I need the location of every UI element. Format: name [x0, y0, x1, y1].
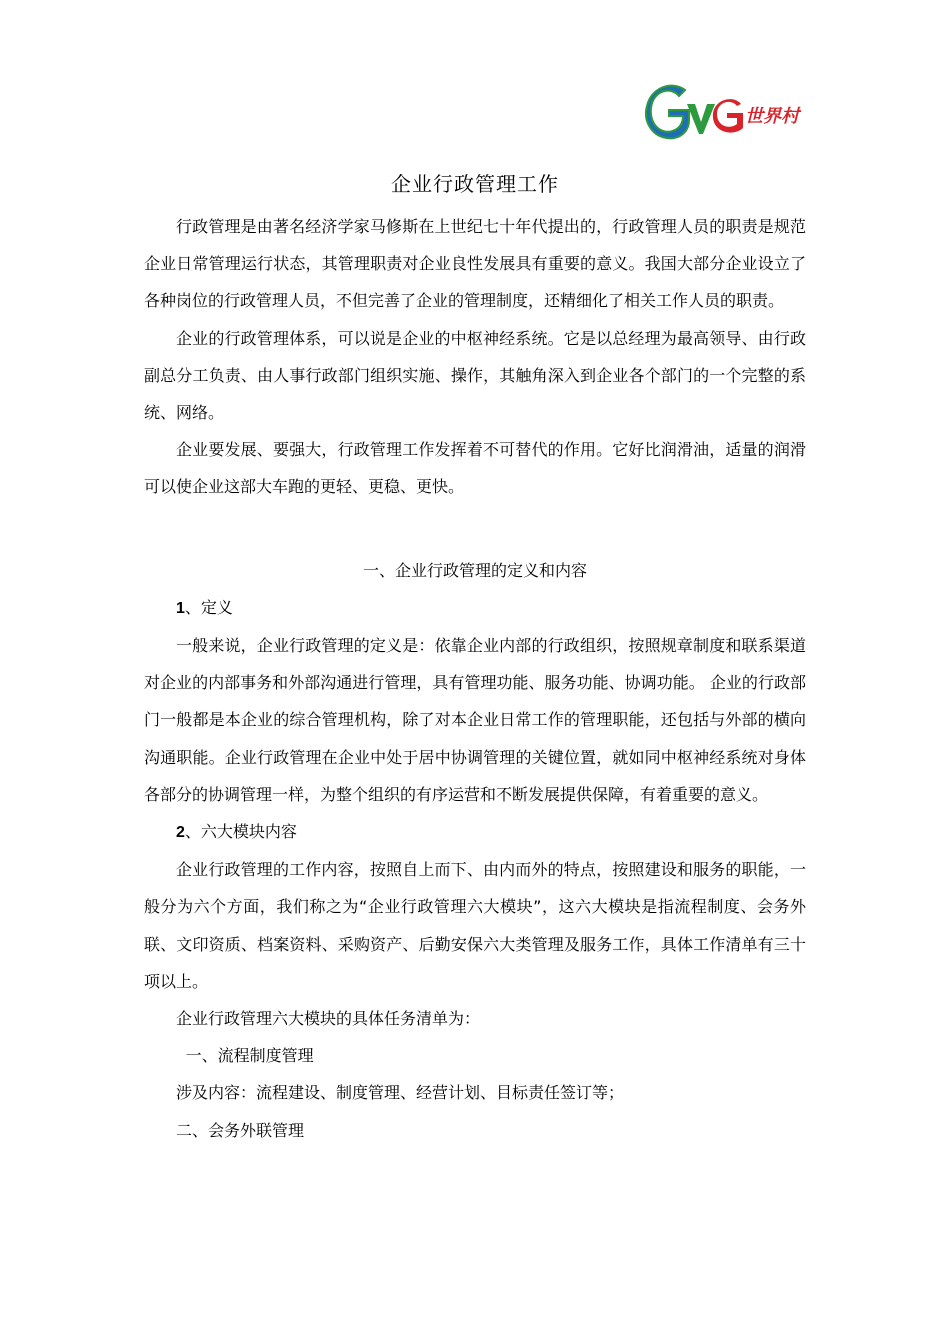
intro-paragraph-3: 企业要发展、要强大，行政管理工作发挥着不可替代的作用。它好比润滑油，适量的润滑可以使企业这部大车跑的更轻、更稳、更快。: [144, 440, 806, 497]
section-heading: 一、企业行政管理的定义和内容: [362, 560, 587, 580]
task-item-1-title: 一、流程制度管理: [185, 1046, 314, 1066]
definition-label: 、定义: [184, 597, 233, 617]
definition-heading: [144, 589, 806, 627]
intro-paragraph-1: 行政管理是由著名经济学家马修斯在上世纪七十年代提出的，行政管理人员的职责是规范企业日常管理运行状态，其管理职责对企业良性发展具有重要的意义。我国大部分企业设立了各种岗位的行政管理人员，不但完善了企业的管理制度，还精细化了相关工作人员的职责。: [144, 217, 806, 311]
modules-label: 、六大模块内容: [184, 822, 297, 842]
company-logo: [645, 78, 805, 150]
definition-paragraph: 一般来说，企业行政管理的定义是：依靠企业内部的行政组织，按照规章制度和联系渠道对企业的内部事务和外部沟通进行管理，具有管理功能、服务功能、协调功能。 企业的行政部门一般都是本企业的综合管理机构，除了对本企业日常工作的管理职能，还包括与外部的横向沟通职能。企业行政管理在企业中处于居中协调管理的关键位置，就如同中枢神经系统对身体各部分的协调管理一样，为整个组织的有序运营和不断发展提供保障，有着重要的意义。: [144, 636, 806, 804]
modules-paragraph: 企业行政管理的工作内容，按照自上而下、由内而外的特点，按照建设和服务的职能，一般分为六个方面，我们称之为“企业行政管理六大模块”，这六大模块是指流程制度、会务外联、文印资质、档案资料、采购资产、后勤安保六大类管理及服务工作，具体工作清单有三十项以上。: [144, 860, 806, 991]
task-item-2-title: 二、会务外联管理: [176, 1120, 305, 1140]
logo-text: 世界村: [745, 106, 799, 127]
intro-paragraph-2: 企业的行政管理体系，可以说是企业的中枢神经系统。它是以总经理为最高领导、由行政副总分工负责、由人事行政部门组织实施、操作，其触角深入到企业各个部门的一个完整的系统、网络。: [144, 328, 806, 423]
task-list-intro: 企业行政管理六大模块的具体任务清单为：: [176, 1009, 481, 1029]
modules-number: 2: [176, 824, 185, 842]
gvg-logo-icon: [645, 78, 805, 150]
spacer: [144, 506, 806, 552]
task-item-1-content: 涉及内容：流程建设、制度管理、经营计划、目标责任签订等；: [176, 1083, 625, 1103]
modules-heading: [144, 813, 806, 851]
definition-number: 1: [176, 599, 185, 617]
document-body: [144, 208, 806, 1149]
page-title: 企业行政管理工作: [391, 172, 559, 196]
